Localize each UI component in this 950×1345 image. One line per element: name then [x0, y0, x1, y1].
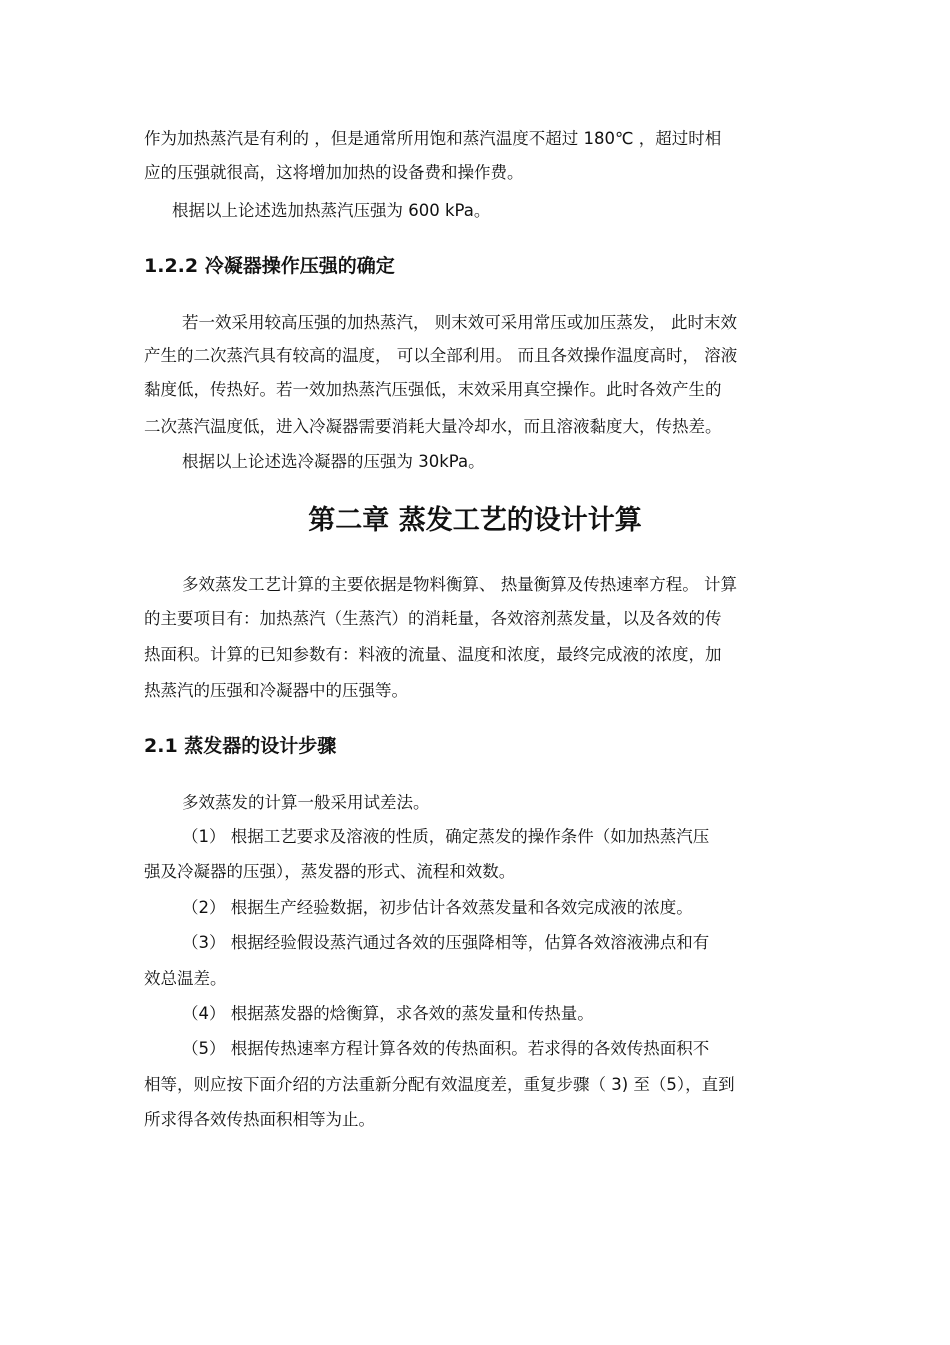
- paragraph-line: 热蒸汽的压强和冷凝器中的压强等。: [144, 681, 408, 700]
- paragraph-line: 二次蒸汽温度低，进入冷凝器需要消耗大量冷却水，而且溶液黏度大，传热差。: [144, 417, 722, 436]
- paragraph-line: 所求得各效传热面积相等为止。: [144, 1110, 375, 1129]
- list-item: （2） 根据生产经验数据，初步估计各效蒸发量和各效完成液的浓度。: [182, 898, 693, 917]
- paragraph-line: 热面积。计算的已知参数有：料液的流量、温度和浓度，最终完成液的浓度，加: [144, 645, 722, 664]
- list-item: （5） 根据传热速率方程计算各效的传热面积。若求得的各效传热面积不: [182, 1039, 710, 1058]
- paragraph-line: 多效蒸发工艺计算的主要依据是物料衡算、 热量衡算及传热速率方程。 计算: [182, 575, 737, 594]
- chapter-title: 第二章 蒸发工艺的设计计算: [308, 505, 642, 536]
- paragraph-line: 若一效采用较高压强的加热蒸汽， 则末效可采用常压或加压蒸发， 此时末效: [182, 313, 737, 332]
- paragraph-line: 根据以上论述选加热蒸汽压强为 600 kPa。: [172, 201, 491, 220]
- paragraph-line: 多效蒸发的计算一般采用试差法。: [182, 793, 430, 812]
- list-item: （3） 根据经验假设蒸汽通过各效的压强降相等，估算各效溶液沸点和有: [182, 933, 710, 952]
- paragraph-line: 应的压强就很高，这将增加加热的设备费和操作费。: [144, 163, 524, 182]
- paragraph-line: 相等，则应按下面介绍的方法重新分配有效温度差，重复步骤（ 3) 至（5），直到: [144, 1075, 735, 1094]
- paragraph-line: 的主要项目有：加热蒸汽（生蒸汽）的消耗量，各效溶剂蒸发量，以及各效的传: [144, 609, 722, 628]
- list-item: （1） 根据工艺要求及溶液的性质，确定蒸发的操作条件（如加热蒸汽压: [182, 827, 710, 846]
- paragraph-line: 作为加热蒸汽是有利的 ，但是通常所用饱和蒸汽温度不超过 180℃ ，超过时相: [144, 129, 722, 148]
- section-heading: 1.2.2 冷凝器操作压强的确定: [144, 255, 395, 277]
- list-item: （4） 根据蒸发器的焓衡算，求各效的蒸发量和传热量。: [182, 1004, 594, 1023]
- paragraph-line: 产生的二次蒸汽具有较高的温度， 可以全部利用。 而且各效操作温度高时， 溶液: [144, 346, 738, 365]
- paragraph-line: 效总温差。: [144, 969, 227, 988]
- paragraph-line: 根据以上论述选冷凝器的压强为 30kPa。: [182, 452, 485, 471]
- paragraph-line: 强及冷凝器的压强），蒸发器的形式、流程和效数。: [144, 862, 516, 881]
- section-heading: 2.1 蒸发器的设计步骤: [144, 735, 337, 757]
- paragraph-line: 黏度低，传热好。若一效加热蒸汽压强低，末效采用真空操作。此时各效产生的: [144, 380, 722, 399]
